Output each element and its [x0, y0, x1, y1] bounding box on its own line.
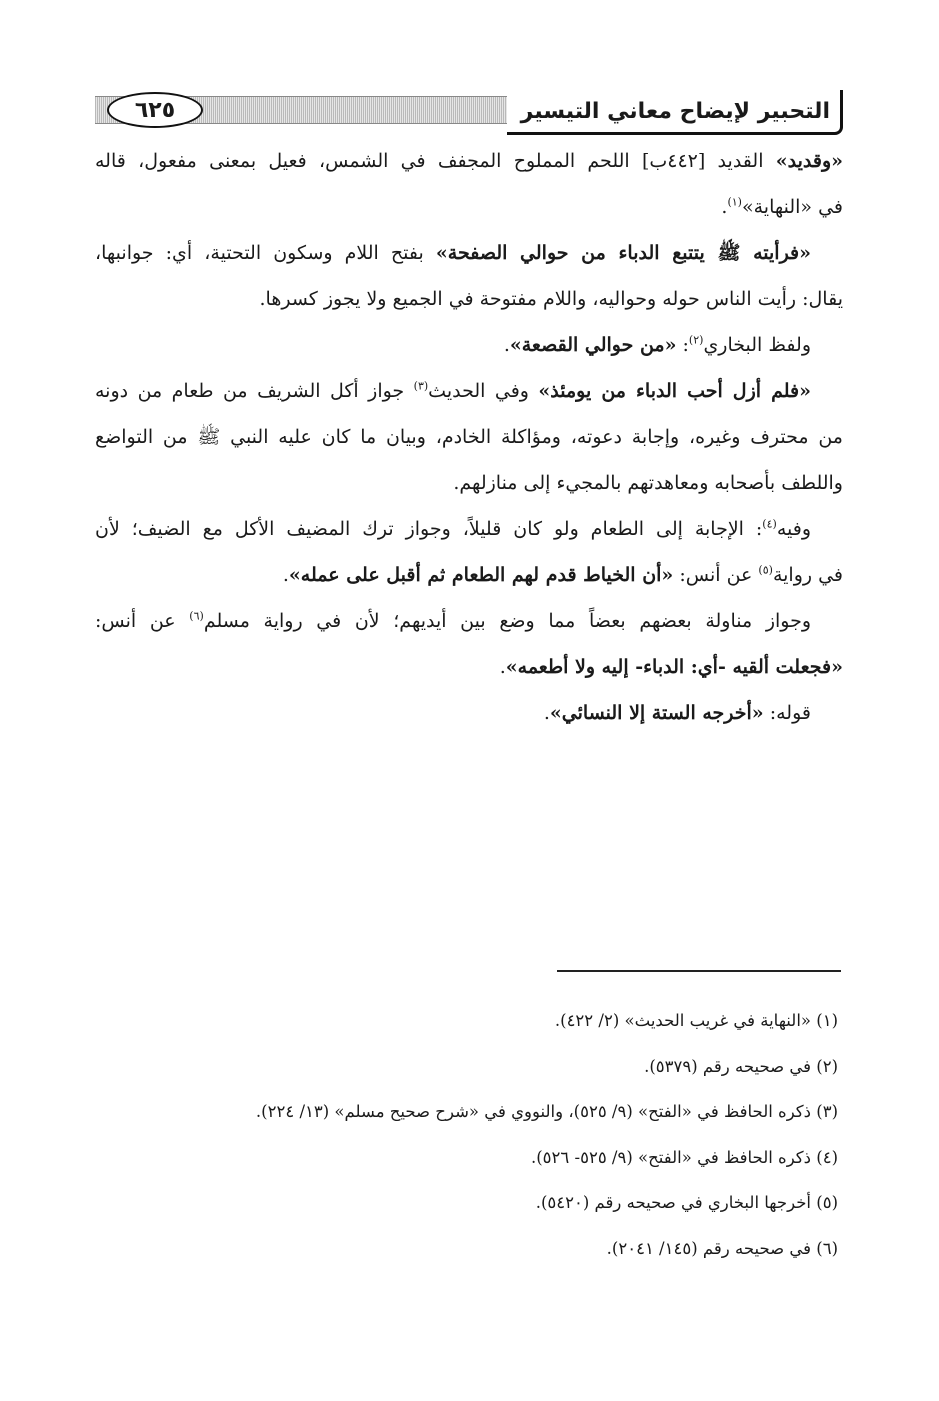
footnote-2: (٢) في صحيحه رقم (٥٣٧٩).: [644, 1056, 838, 1076]
paragraph-4-line-2: [95, 414, 843, 460]
footnote-marker: (٢): [688, 333, 704, 347]
hadith-quote: «من حوالي القصعة»: [509, 334, 677, 356]
text-span: عن أنس:: [673, 564, 759, 586]
text-span: .: [721, 196, 728, 218]
text-span: .: [499, 656, 506, 678]
footnote-marker: (٥): [758, 563, 773, 577]
paragraph-6-line-2: [95, 644, 843, 690]
text-span: في رواية: [772, 564, 843, 586]
text-span: جواز أكل الشريف من طعام من دونه: [95, 380, 414, 402]
text-span: بفتح اللام وسكون التحتية، أي: جوانبها،: [95, 242, 436, 264]
text-span: وفي الحديث: [428, 380, 539, 402]
paragraph-1-line-2: [95, 184, 843, 230]
hadith-quote: «أن الخياط قدم لهم الطعام ثم أقبل على عمله»: [288, 564, 674, 586]
text-span: :: [676, 334, 689, 356]
text-span: عن أنس:: [95, 610, 190, 632]
footnote-5: (٥) أخرجها البخاري في صحيحه رقم (٥٤٢٠).: [535, 1193, 838, 1213]
paragraph-1-line-1: [95, 138, 843, 184]
text-span: القديد [٤٤٢ب] اللحم المملوح المجفف في الشمس، فعيل بمعنى مفعول، قاله: [95, 150, 776, 172]
footnote-marker: (١): [727, 195, 742, 209]
footnote-6: (٦) في صحيحه رقم (١٤٥/ ٢٠٤١).: [606, 1238, 838, 1258]
paragraph-6-line-1: [95, 598, 843, 644]
quoted-term: «وقديد»: [775, 150, 843, 172]
text-span: .: [503, 334, 510, 356]
paragraph-5-line-2: [95, 552, 843, 598]
footnote-3: (٣) ذكره الحافظ في «الفتح» (٩/ ٥٢٥)، والنووي في «شرح صحيح مسلم» (١٣/ ٢٢٤).: [255, 1102, 838, 1122]
paragraph-5-line-1: [95, 506, 843, 552]
text-span: .: [282, 564, 289, 586]
paragraph-4-line-3: [95, 460, 843, 506]
paragraph-7: [95, 690, 843, 736]
paragraph-2-line-2: [95, 276, 843, 322]
text-span: وفيه: [776, 518, 811, 540]
footnote-marker: (٣): [413, 379, 429, 393]
page-number: ٦٢٥: [107, 92, 203, 128]
text-span: يقال: رأيت الناس حوله وحواليه، واللام مفتوحة في الجميع ولا يجوز كسرها.: [259, 288, 843, 310]
main-text: [95, 138, 843, 736]
hadith-quote: «أخرجه الستة إلا النسائي»: [549, 702, 764, 724]
footnote-separator: [557, 970, 841, 972]
paragraph-3: [95, 322, 843, 368]
text-span: .: [543, 702, 550, 724]
text-span: : الإجابة إلى الطعام ولو كان قليلاً، وجواز ترك المضيف الأكل مع الضيف؛ لأن: [95, 518, 763, 540]
paragraph-2-line-1: [95, 230, 843, 276]
hadith-quote: «فلم أزل أحب الدباء من يومئذ»: [538, 380, 811, 402]
text-span: واللطف بأصحابه ومعاهدتهم بالمجيء إلى منازلهم.: [453, 472, 843, 494]
footnote-marker: (٤): [762, 517, 777, 531]
page-header: [95, 92, 843, 136]
book-title: التحبير لإيضاح معاني التيسير: [507, 90, 843, 135]
hadith-quote: «فرأيته ﷺ يتتبع الدباء من حوالي الصفحة»: [435, 242, 812, 264]
text-span: ولفظ البخاري: [703, 334, 811, 356]
footnote-4: (٤) ذكره الحافظ في «الفتح» (٩/ ٥٢٥- ٥٢٦).: [530, 1147, 838, 1167]
paragraph-4-line-1: [95, 368, 843, 414]
hadith-quote: «فجعلت ألقيه -أي: الدباء- إليه ولا أطعمه»: [505, 656, 843, 678]
text-span: من محترف وغيره، وإجابة دعوته، ومؤاكلة الخادم، وبيان ما كان عليه النبي ﷺ من التواضع: [95, 426, 843, 448]
text-span: وجواز مناولة بعضهم بعضاً مما وضع بين أيديهم؛ لأن في رواية مسلم: [203, 610, 812, 632]
footnote-1: (١) «النهاية في غريب الحديث» (٢/ ٤٢٢).: [554, 1011, 838, 1030]
text-span: في «النهاية»: [741, 196, 843, 218]
footnote-marker: (٦): [189, 609, 204, 623]
footnotes: [95, 998, 838, 1272]
text-span: قوله:: [763, 702, 811, 724]
